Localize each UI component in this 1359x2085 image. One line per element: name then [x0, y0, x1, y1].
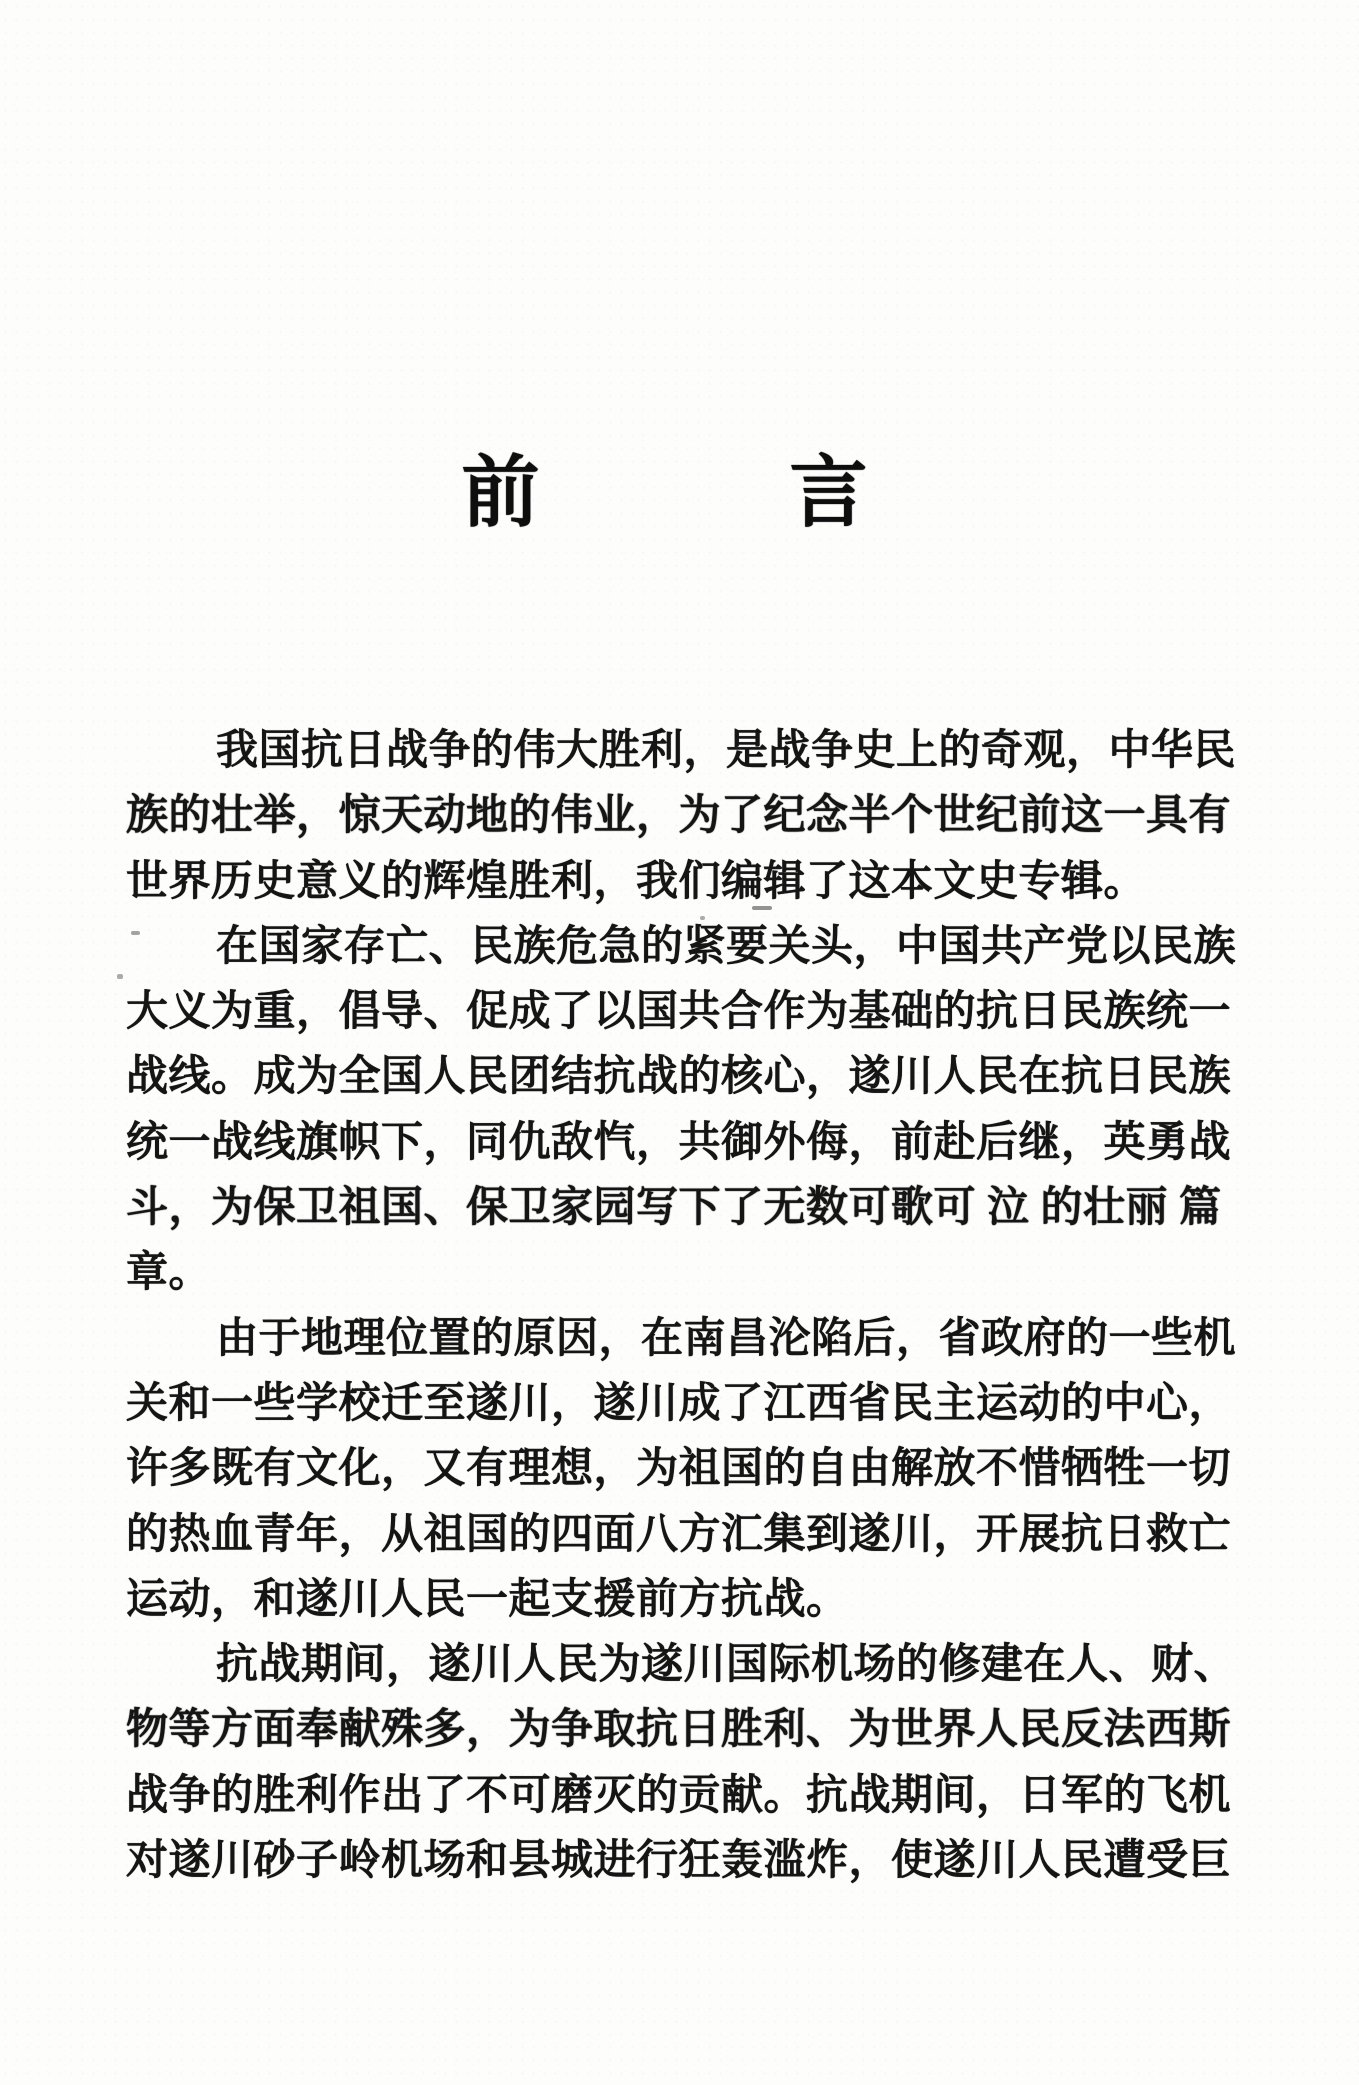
text-line: 统一战线旗帜下，同仇敌忾，共御外侮，前赴后继，英勇战 — [126, 1119, 1232, 1166]
scan-speck — [117, 974, 123, 979]
text-line: 抗战期间，遂川人民为遂川国际机场的修建在人、财、 — [216, 1642, 1237, 1689]
scan-speck — [131, 931, 140, 935]
text-line: 章。 — [126, 1250, 212, 1297]
text-line: 我国抗日战争的伟大胜利，是战争史上的奇观，中华民 — [216, 728, 1237, 774]
text-line: 族的壮举，惊天动地的伟业，为了纪念半个世纪前这一具有 — [126, 793, 1232, 840]
text-line: 斗，为保卫祖国、保卫家园写下了无数可歌可 泣 的壮丽 篇 — [126, 1185, 1222, 1232]
text-line: 许多既有文化，又有理想，为祖国的自由解放不惜牺牲一切 — [126, 1446, 1232, 1493]
text-line: 战争的胜利作出了不可磨灭的贡献。抗战期间，日军的飞机 — [126, 1772, 1232, 1819]
text-line: 的热血青年，从祖国的四面八方汇集到遂川，开展抗日救亡 — [126, 1511, 1232, 1558]
text-line: 由于地理位置的原因，在南昌沦陷后，省政府的一些机 — [216, 1315, 1237, 1362]
text-line: 在国家存亡、民族危急的紧要关头，中国共产党以民族 — [216, 923, 1237, 970]
text-line: 运动，和遂川人民一起支援前方抗战。 — [126, 1576, 849, 1623]
text-line: 物等方面奉献殊多，为争取抗日胜利、为世界人民反法西斯 — [126, 1707, 1232, 1754]
preface-title-char-yan: 言 — [789, 449, 868, 536]
scan-speck — [752, 906, 772, 910]
text-line: 世界历史意义的辉煌胜利，我们编辑了这本文史专辑。 — [126, 858, 1147, 905]
text-line: 大义为重，倡导、促成了以国共合作为基础的抗日民族统一 — [126, 989, 1232, 1036]
preface-body-text — [126, 719, 1250, 1894]
preface-title — [0, 449, 1344, 536]
preface-title-char-qian: 前 — [461, 449, 540, 536]
text-line: 关和一些学校迁至遂川，遂川成了江西省民主运动的中心， — [126, 1380, 1232, 1427]
text-line: 战线。成为全国人民团结抗战的核心，遂川人民在抗日民族 — [126, 1054, 1232, 1101]
scan-speck — [700, 916, 705, 920]
text-line: 对遂川砂子岭机场和县城进行狂轰滥炸，使遂川人民遭受巨 — [126, 1838, 1232, 1885]
